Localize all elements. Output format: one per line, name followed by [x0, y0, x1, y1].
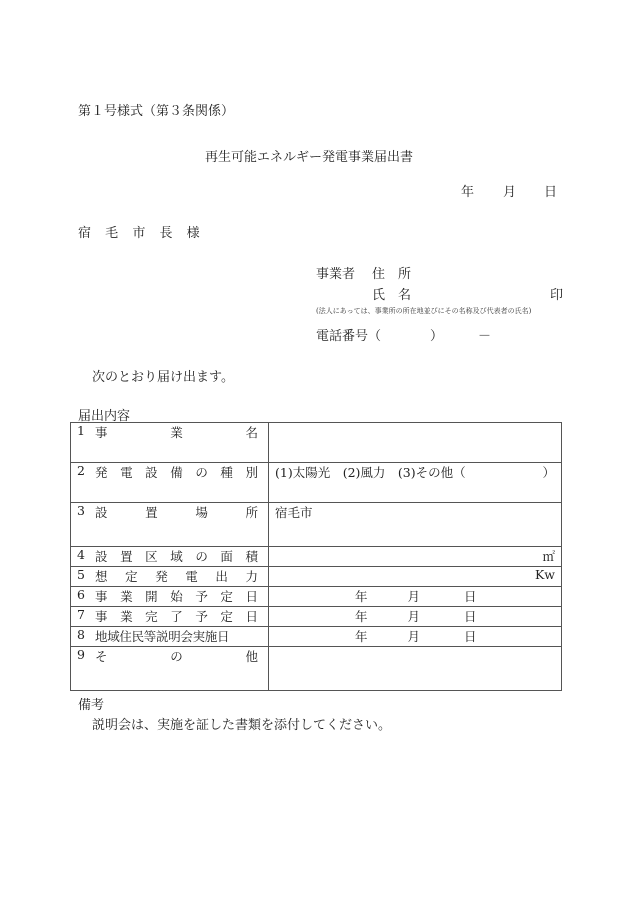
label-char: 事 [95, 589, 108, 604]
applicant-address-label: 住 所 [372, 267, 412, 282]
label-char: 設 [95, 505, 108, 520]
label-char: 日 [245, 609, 258, 624]
addressee-char: 毛 [105, 226, 119, 241]
label-char: 業 [120, 589, 133, 604]
year-label: 年 [355, 629, 368, 644]
label-char: 定 [125, 569, 138, 584]
table-row [71, 423, 562, 463]
addressee-char: 長 [159, 226, 173, 241]
document-title: 再生可能エネルギー発電事業届出書 [205, 150, 414, 165]
row-number: 8 [77, 627, 85, 642]
label-char: 置 [120, 549, 133, 564]
row-number: 9 [77, 647, 85, 662]
label-char: 発 [95, 465, 108, 480]
month-label: 月 [407, 609, 421, 624]
notification-table [70, 422, 562, 691]
row-number: 7 [77, 607, 85, 622]
day-label: 日 [464, 609, 477, 624]
label-char: 力 [245, 569, 258, 584]
label-char: 他 [245, 649, 258, 664]
label-char: 備 [170, 465, 183, 480]
label-char: 場 [195, 505, 208, 520]
applicant-label: 事業者 [316, 267, 356, 282]
applicant-name-label: 氏 名 [372, 288, 412, 303]
label-char: 予 [195, 589, 208, 604]
table-row [71, 567, 562, 587]
table-row [71, 627, 562, 647]
label-char: 名 [245, 425, 258, 440]
day-label: 日 [464, 629, 477, 644]
label-char: 別 [245, 465, 258, 480]
seal-mark: 印 [550, 288, 564, 303]
intro-text: 次のとおり届け出ます。 [92, 370, 234, 385]
label-char: 業 [170, 425, 183, 440]
row-label [71, 567, 269, 587]
label-char: の [195, 465, 208, 480]
form-number: 第１号様式（第３条関係） [78, 104, 235, 119]
phone-dash: － [478, 329, 492, 344]
corporate-note: (法人にあっては、事業所の所在地並びにその名称及び代表者の氏名) [316, 307, 532, 315]
label-char: 置 [145, 505, 158, 520]
equipment-type-field[interactable] [269, 463, 562, 503]
label-char: 域 [170, 549, 183, 564]
area-field[interactable] [269, 547, 562, 567]
addressee-char: 様 [186, 226, 200, 241]
table-row [71, 607, 562, 627]
remarks-text: 説明会は、実施を証した書類を添付してください。 [92, 718, 392, 733]
label-char: の [170, 649, 183, 664]
label-char: 電 [120, 465, 133, 480]
label-char: 定 [220, 589, 233, 604]
equipment-options: (1)太陽光 (2)風力 (3)その他（ [275, 465, 466, 480]
row-label [71, 607, 269, 627]
label-char: 完 [145, 609, 158, 624]
table-row [71, 587, 562, 607]
output-field[interactable] [269, 567, 562, 587]
row-label [71, 647, 269, 691]
label-char: 電 [185, 569, 198, 584]
installation-location-field[interactable]: 宿毛市 [269, 503, 562, 547]
row-number: 1 [77, 423, 85, 438]
table-row [71, 647, 562, 691]
label-char: 発 [155, 569, 168, 584]
row-number: 2 [77, 463, 85, 478]
close-paren: ） [542, 465, 555, 480]
label-char: 事 [95, 609, 108, 624]
date-day: 日 [544, 185, 558, 200]
label-char: 出 [215, 569, 228, 584]
label-char: 業 [120, 609, 133, 624]
section-label: 届出内容 [78, 409, 131, 424]
row-number: 6 [77, 587, 85, 602]
month-label: 月 [407, 629, 421, 644]
briefing-date-field[interactable] [269, 627, 562, 647]
label-char: 面 [220, 549, 233, 564]
label-char: 始 [170, 589, 183, 604]
label-char: 積 [245, 549, 258, 564]
label-char: 設 [95, 549, 108, 564]
row-number: 4 [77, 547, 85, 562]
addressee [78, 222, 200, 241]
row-label [71, 547, 269, 567]
label-char: 区 [145, 549, 158, 564]
label-char: 日 [245, 589, 258, 604]
start-date-field[interactable] [269, 587, 562, 607]
table-row [71, 503, 562, 547]
addressee-char: 市 [132, 226, 146, 241]
table-row [71, 463, 562, 503]
phone-close: ） [430, 329, 444, 344]
row-number: 5 [77, 567, 85, 582]
label-char: の [195, 549, 208, 564]
row-label [71, 463, 269, 503]
label-char: 開 [145, 589, 158, 604]
business-name-field[interactable] [269, 423, 562, 463]
label-char: 想 [95, 569, 108, 584]
remarks-label: 備考 [78, 698, 105, 713]
day-label: 日 [464, 589, 477, 604]
row-label [71, 503, 269, 547]
label-char: 設 [145, 465, 158, 480]
row-label [71, 627, 269, 647]
end-date-field[interactable] [269, 607, 562, 627]
other-field[interactable] [269, 647, 562, 691]
month-label: 月 [407, 589, 421, 604]
output-unit: Kw [534, 567, 555, 582]
label-char: 定 [220, 609, 233, 624]
area-unit: ㎡ [542, 549, 555, 564]
year-label: 年 [355, 589, 368, 604]
label-char: そ [95, 649, 108, 664]
label-char: 了 [170, 609, 183, 624]
label-char: 事 [95, 425, 108, 440]
phone-label: 電話番号（ [316, 329, 382, 344]
year-label: 年 [355, 609, 368, 624]
label-char: 予 [195, 609, 208, 624]
row-label [71, 587, 269, 607]
label-text: 地域住民等説明会実施日 [95, 629, 230, 644]
row-number: 3 [77, 503, 85, 518]
label-char: 種 [220, 465, 233, 480]
date-year: 年 [461, 185, 475, 200]
label-char: 所 [245, 505, 258, 520]
row-label [71, 423, 269, 463]
table-row [71, 547, 562, 567]
addressee-char: 宿 [78, 226, 92, 241]
date-month: 月 [503, 185, 517, 200]
